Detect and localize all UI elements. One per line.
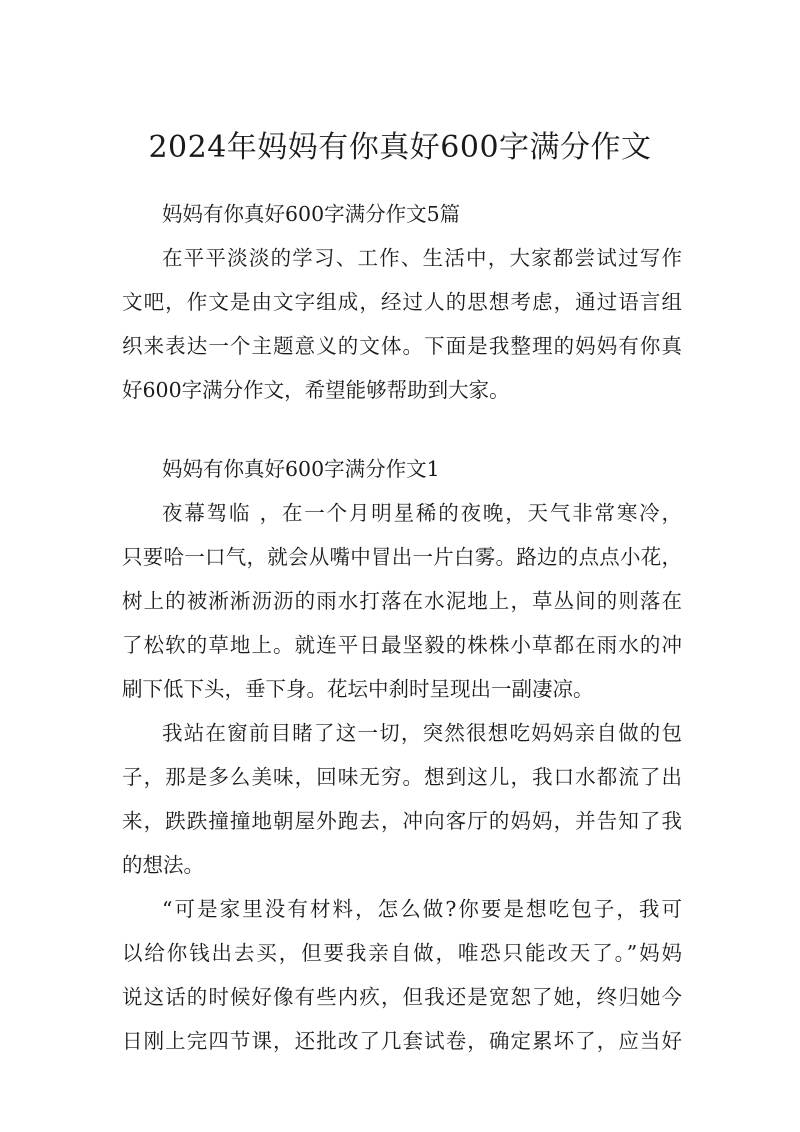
paragraph-line: 树上的被淅淅沥沥的雨水打落在水泥地上，草丛间的则落在 <box>122 589 682 613</box>
paragraph-line: 文吧，作文是由文字组成，经过人的思想考虑，通过语言组 <box>122 290 682 314</box>
section-heading: 妈妈有你真好600字满分作文1 <box>162 457 440 481</box>
paragraph-line: 夜幕驾临 ，在一个月明星稀的夜晚，天气非常寒冷， <box>162 501 682 525</box>
paragraph-line: 说这话的时候好像有些内疚，但我还是宽恕了她，终归她今 <box>122 985 682 1009</box>
paragraph-line: 子，那是多么美味，回味无穷。想到这儿，我口水都流了出 <box>122 765 682 789</box>
paragraph-line: 只要哈一口气，就会从嘴中冒出一片白雾。路边的点点小花， <box>122 545 682 569</box>
paragraph-line: 日刚上完四节课，还批改了几套试卷，确定累坏了，应当好 <box>122 1029 682 1053</box>
document-title: 2024年妈妈有你真好600字满分作文 <box>148 130 652 165</box>
paragraph-line: “可是家里没有材料，怎么做?你要是想吃包子，我可 <box>162 897 682 921</box>
paragraph-line: 刷下低下头，垂下身。花坛中刹时呈现出一副凄凉。 <box>122 677 594 701</box>
paragraph-line: 来，跌跌撞撞地朝屋外跑去，冲向客厅的妈妈，并告知了我 <box>122 809 682 833</box>
paragraph-line: 好600字满分作文，希望能够帮助到大家。 <box>122 378 510 402</box>
paragraph-line: 以给你钱出去买，但要我亲自做，唯恐只能改天了。”妈妈 <box>122 941 682 965</box>
paragraph-line: 我站在窗前目睹了这一切，突然很想吃妈妈亲自做的包 <box>162 721 682 745</box>
paragraph-line: 了松软的草地上。就连平日最坚毅的株株小草都在雨水的冲 <box>122 633 682 657</box>
paragraph-line: 织来表达一个主题意义的文体。下面是我整理的妈妈有你真 <box>122 334 682 358</box>
paragraph-line: 的想法。 <box>122 853 204 877</box>
paragraph-line: 在平平淡淡的学习、工作、生活中，大家都尝试过写作 <box>162 246 682 270</box>
subtitle-line: 妈妈有你真好600字满分作文5篇 <box>162 202 461 226</box>
